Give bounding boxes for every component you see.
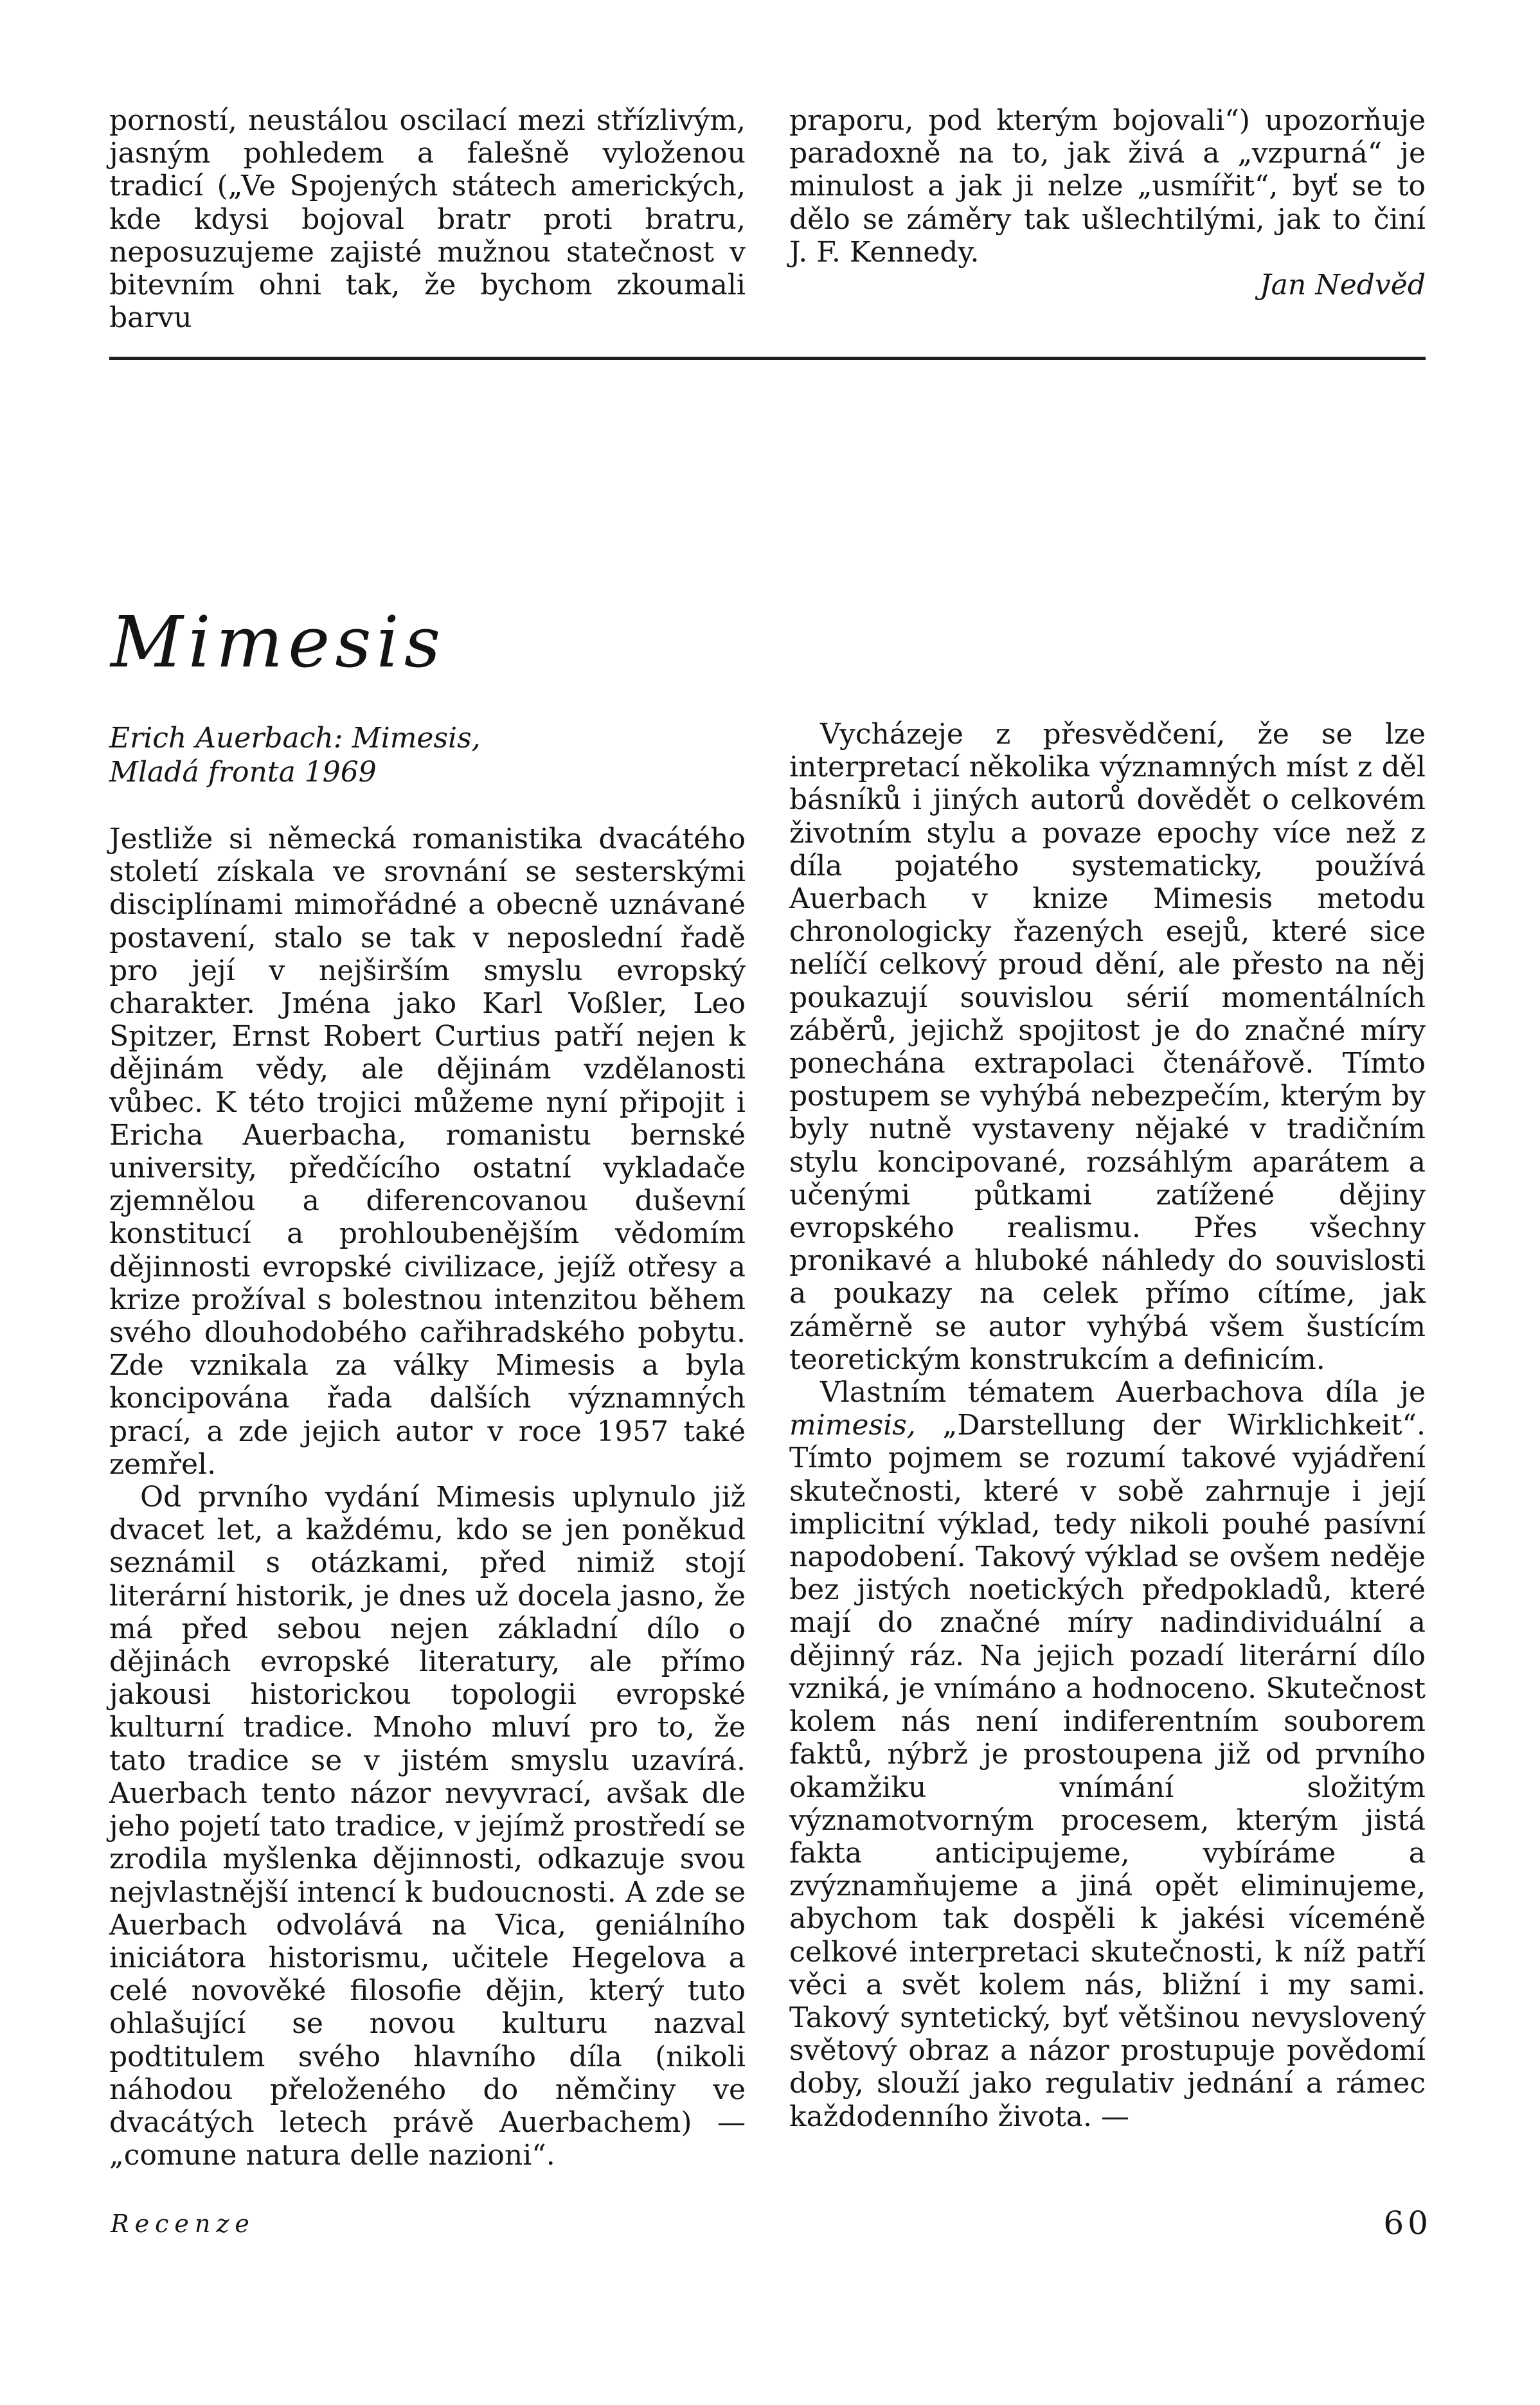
emphasized-term: mimesis, xyxy=(789,1409,916,1442)
body-paragraph: Jestliže si německá romanistika dvacátého století získala ve srovnání se sesterskými disciplínami mimořádné a obecně uznávané postavení, stalo se tak v neposlední řadě pro její v nejširším smyslu evropský charakter. Jména jako Karl Voßler, Leo Spitzer, Ernst Robert Curtius patří nejen k dějinám vědy, ale dějinám vzdělanosti vůbec. K této trojici můžeme nyní připojit i Ericha Auerbacha, romanistu bernské university, předčícího ostatní vykladače zjemnělou a diferencovanou duševní konstitucí a prohloubenějším vědomím dějinnosti evropské civilizace, jejíž otřesy a krize prožíval s bolestnou intenzitou během svého dlouhodobého cařihradského pobytu. Zde vznikala za války Mimesis a byla koncipována řada dalších významných prací, a zde jejich autor v roce 1957 také zemřel. xyxy=(109,823,746,1481)
citation-publisher-year: Mladá fronta 1969 xyxy=(109,756,377,789)
section-label: Recenze xyxy=(111,2210,255,2238)
body-right-column xyxy=(789,718,1426,2133)
author-signature: Jan Nedvěd xyxy=(1260,269,1426,302)
top-left-paragraph: porností, neustálou oscilací mezi střízlivým, jasným pohledem a falešně vyloženou tradicí („Ve Spojených státech amerických, kde kdysi bojoval bratr proti bratru, neposuzujeme zajisté mužnou statečnost v bitevním ohni tak, že bychom zkoumali barvu xyxy=(109,104,746,335)
body-paragraph xyxy=(789,1376,1426,2133)
body-left-column xyxy=(109,823,746,2172)
top-left-column xyxy=(109,104,746,334)
article-title: Mimesis xyxy=(111,601,446,683)
book-citation xyxy=(109,721,746,789)
body-paragraph: Vycházeje z přesvědčení, že se lze interpretací několika významných míst z děl básníků i jiných autorů dovědět o celkovém životním stylu a povaze epochy více než z díla pojatého systematicky, používá Auerbach v knize Mimesis metodu chronologicky řazených esejů, které sice nelíčí celkový proud dění, ale přesto na něj poukazují souvislou sérií momentálních záběrů, jejichž spojitost je do značné míry ponechána extrapolaci čtenářově. Tímto postupem se vyhýbá nebezpečím, kterým by byly nutně vystaveny nějaké v tradičním stylu koncipované, rozsáhlým aparátem a učenými půtkami zatížené dějiny evropského realismu. Přes všechny pronikavé a hluboké náhledy do souvislosti a poukazy na celek přímo cítíme, jak záměrně se autor vyhýbá všem šustícím teoretickým konstrukcím a definicím. xyxy=(789,718,1426,1376)
citation-author-title: Erich Auerbach: Mimesis, xyxy=(109,722,481,755)
top-right-paragraph: praporu, pod kterým bojovali“) upozorňuje paradoxně na to, jak živá a „vzpurná“ je minulost a jak ji nelze „usmířit“, byť se to dělo se záměry tak ušlechtilými, jak to činí J. F. Kennedy. xyxy=(789,104,1426,269)
page-number: 60 xyxy=(1383,2204,1432,2242)
body-paragraph: Od prvního vydání Mimesis uplynulo již dvacet let, a každému, kdo se jen poněkud seznámil s otázkami, před nimiž stojí literární historik, je dnes už docela jasno, že má před sebou nejen základní dílo o dějinách evropské literatury, ale přímo jakousi historickou topologii evropské kulturní tradice. Mnoho mluví pro to, že tato tradice se v jistém smyslu uzavírá. Auerbach tento názor nevyvrací, avšak dle jeho pojetí tato tradice, v jejímž prostředí se zrodila myšlenka dějinnosti, odkazuje svou nejvlastnější intencí k budoucnosti. A zde se Auerbach odvolává na Vica, geniálního iniciátora historismu, učitele Hegelova a celé novověké filosofie dějin, který tuto ohlašující se novou kulturu nazval podtitulem svého hlavního díla (nikoli náhodou přeloženého do němčiny ve dvacátých letech právě Auerbachem) — „comune natura delle nazioni“. xyxy=(109,1481,746,2172)
paragraph-lead: Vlastním tématem Auerbachova díla je xyxy=(820,1376,1426,1409)
top-right-column xyxy=(789,104,1426,301)
paragraph-continuation: „Darstellung der Wirklichkeit“. Tímto pojmem se rozumí takové vyjádření skutečnosti, které v sobě zahrnuje i její implicitní výklad, tedy nikoli pouhé pasívní napodobení. Takový výklad se ovšem neděje bez jistých noetických předpokladů, které mají do značné míry nadindividuální a dějinný ráz. Na jejich pozadí literární dílo vzniká, je vnímáno a hodnoceno. Skutečnost kolem nás není indiferentním souborem faktů, nýbrž je prostoupena již od prvního okamžiku vnímání složitým významotvorným procesem, kterým jistá fakta anticipujeme, vybíráme a zvýznamňujeme a jiná opět eliminujeme, abychom tak dospěli k jakési víceméně celkové interpretaci skutečnosti, k níž patří věci a svět kolem nás, bližní i my sami. Takový syntetický, byť většinou nevyslovený světový obraz a názor prostupuje povědomí doby, slouží jako regulativ jednání a rámec každodenního života. — xyxy=(789,1409,1426,2133)
section-divider xyxy=(109,357,1426,360)
